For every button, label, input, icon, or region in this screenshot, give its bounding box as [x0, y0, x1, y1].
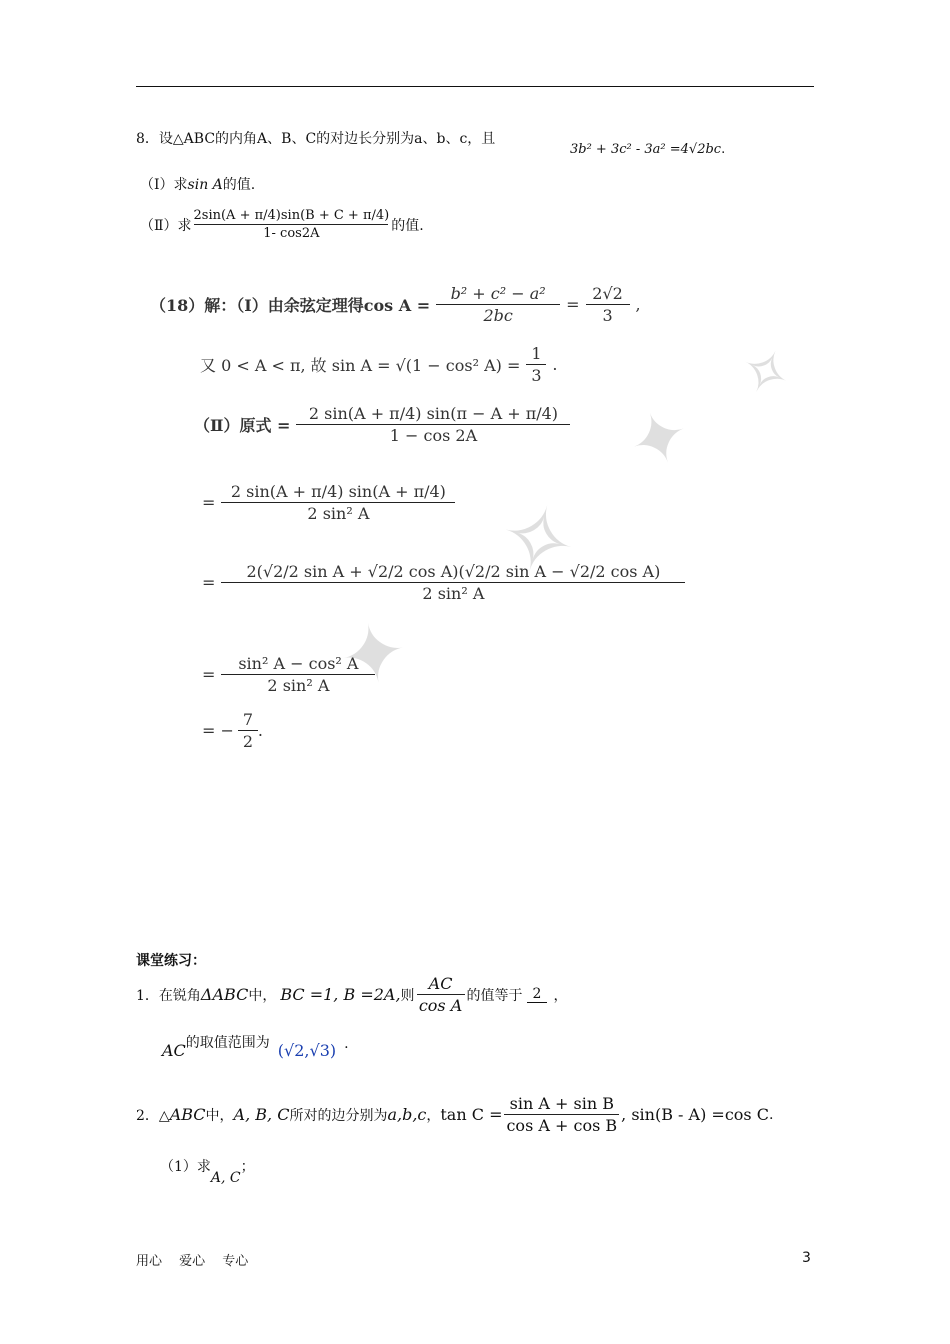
watermark-mark: ✦ [332, 602, 415, 707]
header-rule [136, 86, 814, 87]
solution-line-5: = $\frac{\text{2(√2/2 sin A + √2/2 cos A)(√2/2 sin A − √2/2 cos A)}}{\text{2 sin² A}}$ [202, 562, 685, 603]
q1-range-answer: (√2,√3) [277, 1040, 337, 1060]
practice-q2-part-1: （1）求 A, C ； [160, 1159, 255, 1186]
watermark-mark: ✧ [727, 330, 803, 416]
problem-8-condition: 3b² + 3c² - 3a² =4√2bc. [570, 142, 726, 157]
solution-line-6: = $\frac{\text{sin² A − cos² A}}{\text{2 sin² A}}$ [202, 654, 375, 695]
solution-line-4: = $\frac{2 \sin(A + \pi/4) \sin(A + \pi/4)}{\text{2 sin² A}}$ [202, 482, 455, 523]
solution-image [150, 278, 803, 768]
problem-8-stem: 8．设△ABC的内角A、B、C的对边长分别为a、b、c，且 [136, 131, 496, 147]
solution-line-7: = − $\frac{7}{2}$ . [202, 710, 263, 751]
problem-8-part-1: （Ⅰ）求sin A的值. [140, 177, 256, 193]
solution-line-1: （18）解：（Ⅰ）由余弦定理得cos A = $\frac{\text{b² + c² − a²}}{2bc}$ = $\frac{2√2}{3}$ , [150, 284, 641, 325]
page-number: 3 [802, 1250, 811, 1266]
watermark-mark: ✧ [487, 480, 588, 601]
watermark-mark: ✦ [617, 390, 701, 488]
problem-8-part-2: （Ⅱ）求 $\frac{2\sin(A + \pi/4)\sin(B + C + \pi/4)}{1- \cos 2A}$ 的值. [140, 208, 424, 241]
footer-motto: 用心 爱心 专心 [136, 1254, 249, 1269]
solution-line-2: 又 0 < A < π, 故 sin A = √(1 − cos² A) = $\frac{1}{3}$ . [200, 344, 558, 385]
practice-q2: 2．△ ABC 中， A, B, C 所对的边分别为 a,b,c ， tan C = $\frac{\text{sin A + sin B}}{\text{cos A + cos B}}$ , sin(B - A) =cos C . [136, 1094, 774, 1135]
part-2-fraction: $\frac{2\sin(A + \pi/4)\sin(B + C + \pi/4)}{1- \cos 2A}$ [193, 208, 390, 241]
practice-heading: 课堂练习： [136, 953, 206, 969]
solution-line-3: （Ⅱ）原式 = $\frac{2 \sin(A + \pi/4) \sin(\pi - A + \pi/4)}{1 - \cos 2A}$ [194, 404, 570, 445]
practice-q1-range: AC 的取值范围为 (√2,√3) . [162, 1035, 349, 1060]
practice-q1: 1．在锐角 ΔABC 中， BC =1, B =2A, 则 $\frac{AC}{\text{cos A}}$ 的值等于 2 ， [136, 974, 568, 1015]
q1-answer: 2 [527, 986, 548, 1003]
